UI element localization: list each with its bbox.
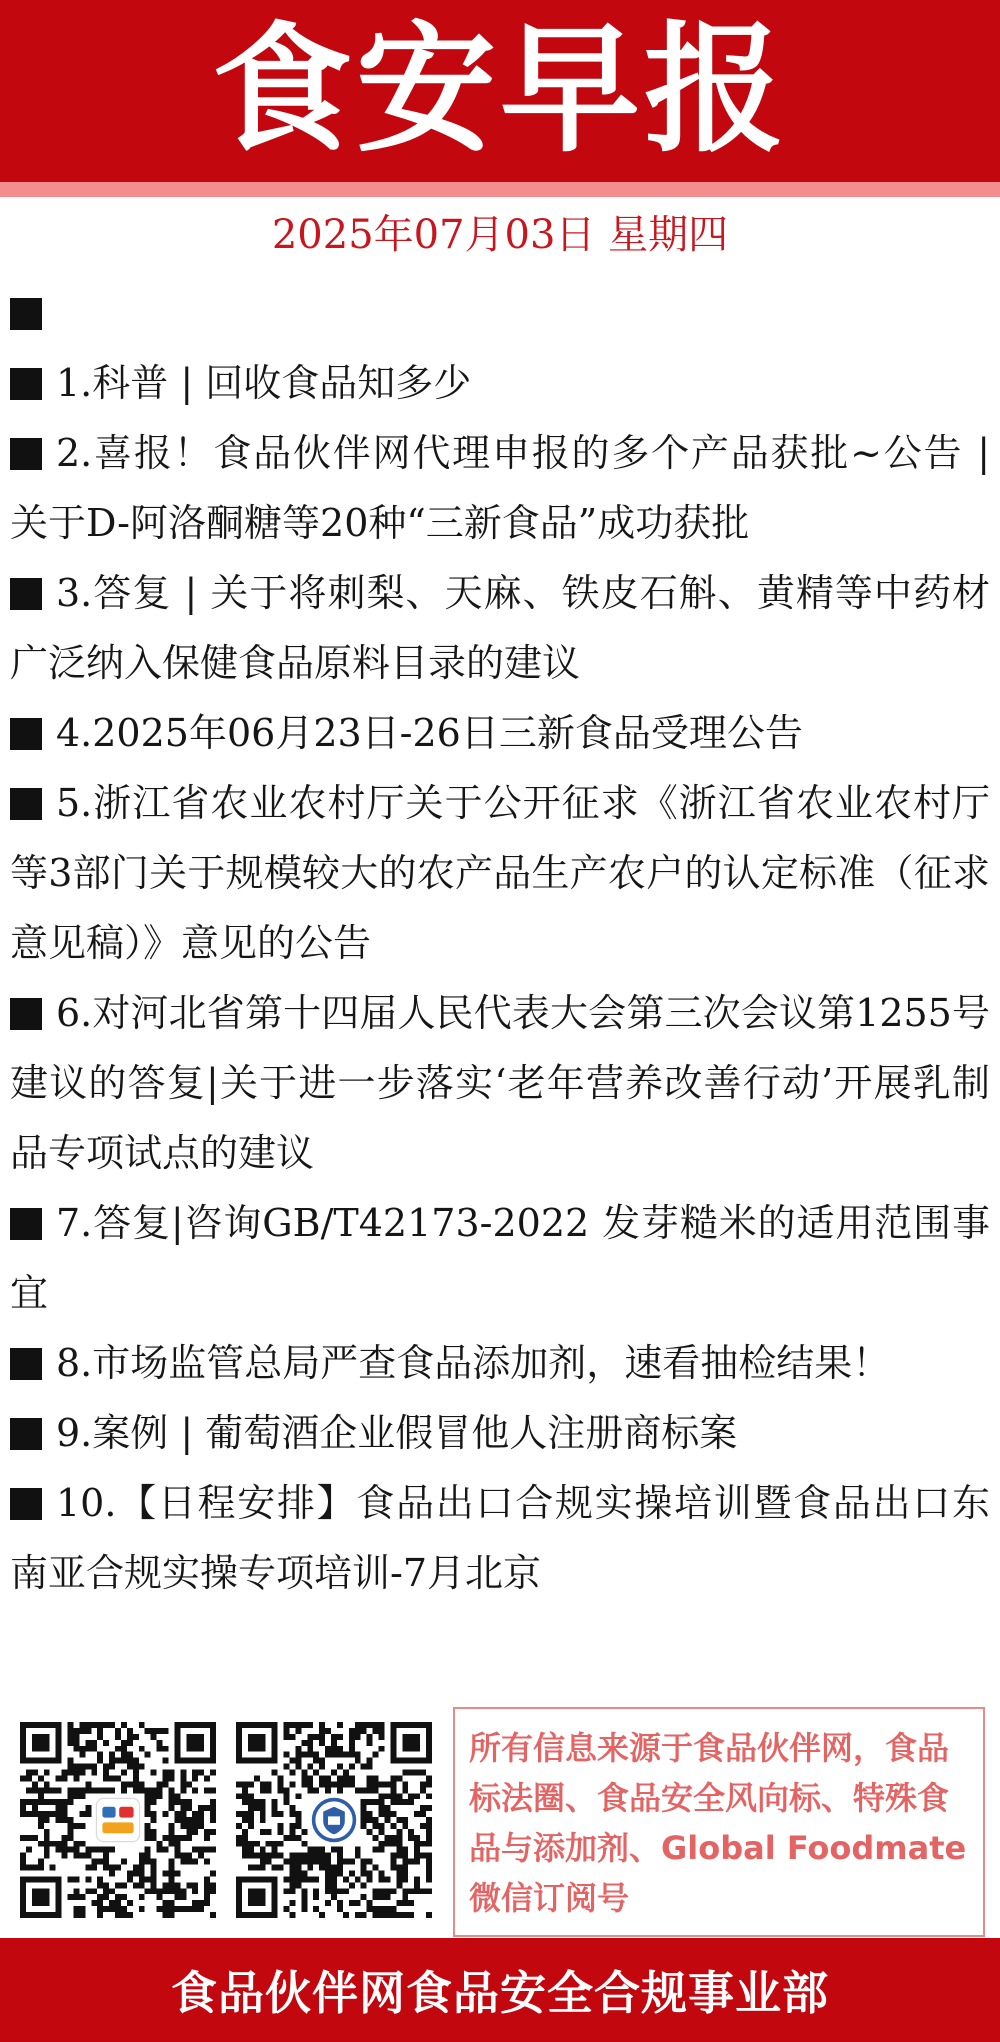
news-item[interactable] xyxy=(10,1468,990,1608)
bullet-square-icon xyxy=(10,718,42,750)
news-item[interactable] xyxy=(10,348,990,418)
bullet-square-icon xyxy=(10,368,42,400)
news-item-text: 8.市场监管总局严查食品添加剂，速看抽检结果！ xyxy=(56,1341,891,1385)
bullet-square-icon xyxy=(10,788,42,820)
news-item-text: 7.答复|咨询GB/T42173-2022 发芽糙米的适用范围事宜 xyxy=(10,1201,990,1315)
bullet-square-icon xyxy=(10,578,42,610)
news-item[interactable] xyxy=(10,768,990,978)
news-item-text: 6.对河北省第十四届人民代表大会第三次会议第1255号建议的答复|关于进一步落实‘老年营养改善行动’开展乳制品专项试点的建议 xyxy=(10,991,990,1175)
news-item-text: 10.【日程安排】食品出口合规实操培训暨食品出口东南亚合规实操专项培训-7月北京 xyxy=(10,1481,990,1595)
news-item-text: 4.2025年06月23日-26日三新食品受理公告 xyxy=(56,711,803,755)
bullet-square-icon xyxy=(10,1208,42,1240)
food-label-logo-icon xyxy=(94,1796,142,1844)
bullet-square-icon xyxy=(10,998,42,1030)
bullet-square-icon xyxy=(10,298,42,330)
news-item[interactable] xyxy=(10,558,990,698)
masthead-title: 食安早报 xyxy=(211,9,788,172)
news-item[interactable] xyxy=(10,698,990,768)
bullet-square-icon xyxy=(10,1488,42,1520)
news-item-text: 3.答复 | 关于将刺梨、天麻、铁皮石斛、黄精等中药材广泛纳入保健食品原料目录的建议 xyxy=(10,571,990,685)
news-item[interactable] xyxy=(10,1188,990,1328)
bullet-square-icon xyxy=(10,1348,42,1380)
news-item[interactable] xyxy=(10,1398,990,1468)
issue-date: 2025年07月03日 星期四 xyxy=(271,212,729,258)
bullet-square-icon xyxy=(10,1418,42,1450)
bullet-square-icon xyxy=(10,438,42,470)
news-item-text: 9.案例 | 葡萄酒企业假冒他人注册商标案 xyxy=(56,1411,738,1455)
qr-code-icon[interactable] xyxy=(236,1722,432,1918)
source-note: 所有信息来源于食品伙伴网，食品标法圈、食品安全风向标、特殊食品与添加剂、Global Foodmate微信订阅号 xyxy=(469,1729,967,1917)
news-item-text: 1.科普 | 回收食品知多少 xyxy=(56,361,472,405)
news-item[interactable] xyxy=(10,978,990,1188)
news-item[interactable] xyxy=(10,418,990,558)
badge-logo-icon xyxy=(310,1796,358,1844)
news-item-text: 5.浙江省农业农村厅关于公开征求《浙江省农业农村厅等3部门关于规模较大的农产品生产农户的认定标准（征求意见稿）》意见的公告 xyxy=(10,781,990,965)
qr-code-icon[interactable] xyxy=(20,1722,216,1918)
news-item[interactable] xyxy=(10,1328,990,1398)
masthead-stripe xyxy=(0,182,1000,197)
info-box xyxy=(453,1707,985,1937)
footer-bar xyxy=(0,1938,1000,2042)
news-item-text: 2.喜报！食品伙伴网代理申报的多个产品获批~公告 | 关于D-阿洛酮糖等20种“三新食品”成功获批 xyxy=(10,431,990,545)
masthead xyxy=(0,0,1000,182)
news-list xyxy=(10,278,990,1608)
footer-text: 食品伙伴网食品安全合规事业部 xyxy=(171,1966,829,2020)
news-item[interactable] xyxy=(10,278,990,348)
